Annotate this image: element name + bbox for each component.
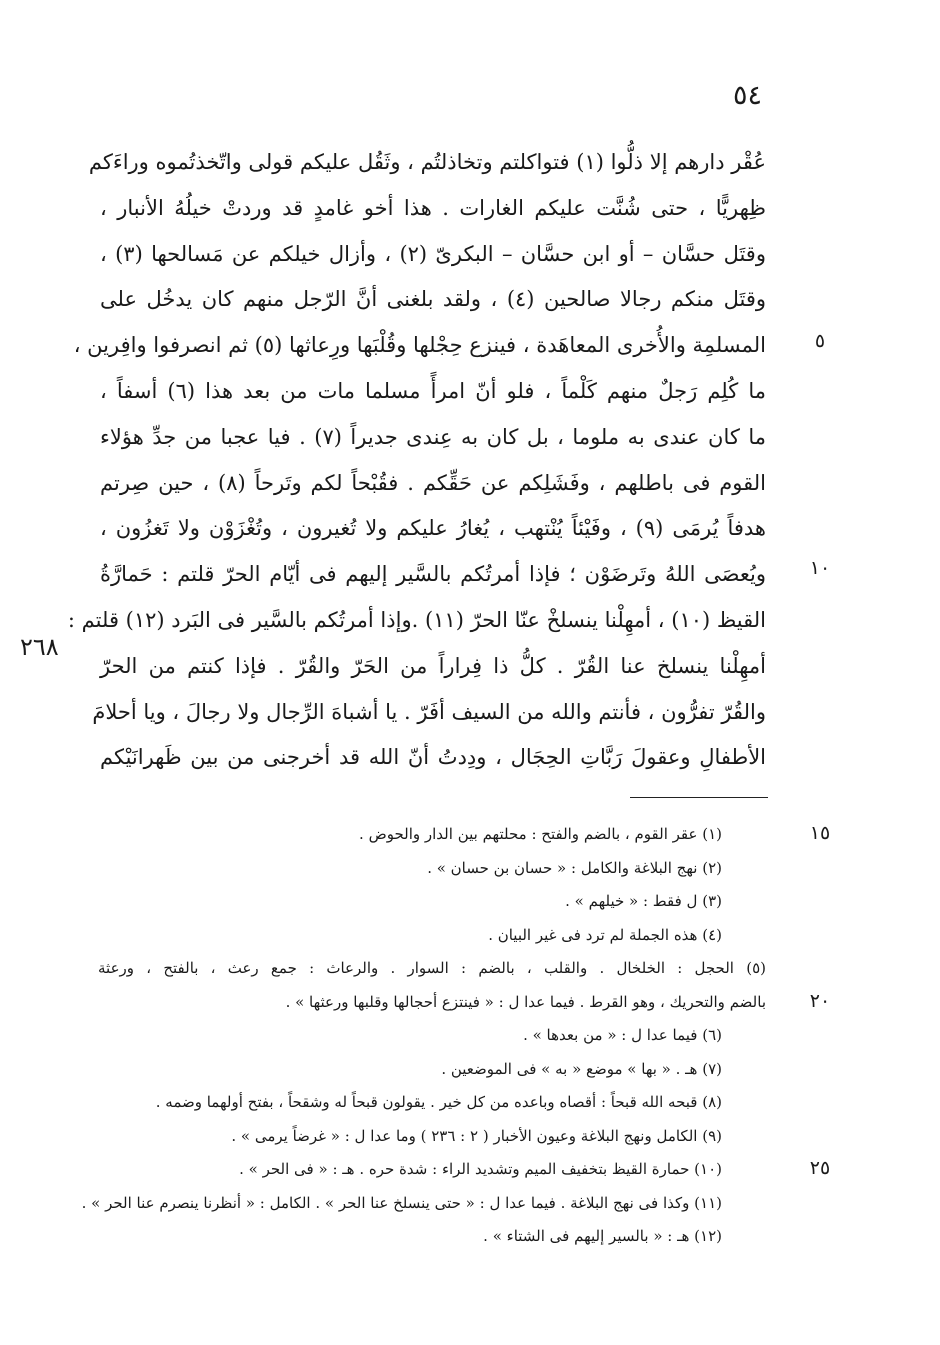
main-line: أمهِلْنا ينسلخ عنا القُرّ . كلُّ ذا فِراراً من الحَرّ والقُرّ . فإذا كنتم من الحرّ: [100, 653, 766, 678]
footnote: (٩) الكامل ونهج البلاغة وعيون الأخبار ( ٢ : ٢٣٦ ) وما عدا ل : « غرضاً يرمى » .: [231, 1126, 722, 1145]
line-number-10: ١٠: [809, 557, 831, 579]
line-number-25: ٢٥: [809, 1157, 831, 1179]
main-line: ما كُلِم رَجلٌ منهم كَلْماً ، فلو أنّ امرأً مسلما مات من بعد هذا (٦) أسفاً ،: [100, 378, 766, 403]
footnote: (٢) نهج البلاغة والكامل : « حسان بن حسان » .: [427, 858, 722, 877]
main-line: القوم فى باطلهم ، وفَشَلِكم عن حَقِّكم . فقُبْحاً لكم وتَرحاً (٨) ، حين صِرتم: [100, 470, 766, 495]
main-line: ظِهريًّا ، حتى شُنَّت عليكم الغارات . هذا أخو غامدٍ قد وردتْ خيلُهُ الأنبار ،: [100, 195, 766, 220]
line-number-5: ٥: [814, 330, 826, 352]
main-line: ما كان عندى به ملوما ، بل كان به عِندى جديراً (٧) . فيا عجبا من جدِّ هؤلاء: [100, 424, 767, 449]
main-line: المسلمِة والأُخرى المعاهَدة ، فينزع حِجْلها وقُلْبَها ورِعاثها (٥) ثم انصرفوا وافِرين ،: [73, 333, 766, 358]
main-line: عُقْر دارهم إلا ذلُّوا (١) فتواكلتم وتخاذلتُم ، وثَقُل عليكم قولى واتّخذتُموه وراءَكم: [88, 150, 766, 174]
main-line: ويُعصَى اللهُ وتَرضَوْن ؛ فإذا أمرتُكم بالسَّير إليهم فى أيّام الحرّ قلتم : حَمارَّةُ: [100, 562, 766, 587]
main-line: الأطفالِ وعقولَ رَبَّاتِ الحِجَال ، ودِدتُ أنّ الله قد أخرجنى من بين ظَهرانَيْكم: [100, 745, 766, 770]
main-line: والقُرّ تفرُّون ، فأنتم والله من السيف أفَرّ . يا أشباهَ الرِّجال ولا رجالَ ، ويا أحلامَ: [92, 699, 766, 724]
page-number: ٥٤: [732, 80, 762, 111]
main-text: [67, 140, 767, 781]
footnote-separator: [630, 797, 768, 798]
footnote: (١) عقر القوم ، بالضم والفتح : محلتهم بين الدار والحوض .: [359, 825, 722, 843]
footnote: (٧) هـ . « بها » موضع « به » فى الموضعين .: [441, 1059, 722, 1078]
main-line: القيظ (١٠) ، أمهِلْنا ينسلخْ عنّا الحرّ (١١) .وإذا أمرتُكم بالسَّير فى البَرد (١٢) قلتم :: [67, 607, 766, 632]
footnote: (١٢) هـ : « بالسير إليهم فى الشتاء » .: [483, 1227, 722, 1245]
footnote: (٣) ل فقط : « خيلهم » .: [565, 892, 722, 910]
main-line: وقتَل حسَّان – أو ابن حسَّان – البكرىّ (٢) ، وأزال خيلكم عن مَسالحها (٣) ،: [100, 241, 766, 266]
footnote: (٦) فيما عدا ل : « من بعدها » .: [523, 1026, 722, 1044]
footnote: (٤) هذه الجملة لم ترد فى غير البيان .: [488, 925, 722, 944]
footnotes: [81, 818, 766, 1254]
footnote-continuation: بالضم والتحريك ، وهو القرط . فيما عدا ل : « فينتزع أحجالها وقلبها ورعثها » .: [285, 992, 766, 1011]
margin-reference: ٢٦٨: [20, 633, 59, 661]
footnote: (٨) قبحه الله قبحاً : أقصاه وباعده من كل خير . يقولون قبحاً له وشقحاً ، بفتح أولهما وضمه .: [155, 1093, 722, 1111]
main-line: هدفاً يُرمَى (٩) ، وفَيْئاً يُنْتهب ، يُغارُ عليكم ولا تُغيرون ، وتُغْزَوْن ولا تَغزُون ،: [100, 516, 767, 541]
main-line: وقتَل منكم رجالا صالحين (٤) ، ولقد بلغنى أنَّ الرّجل منهم كان يدخُل على: [100, 287, 766, 312]
footnote: (١٠) حمارة القيظ بتخفيف الميم وتشديد الراء : شدة حره . هـ : « فى الحر » .: [239, 1160, 722, 1178]
line-number-15: ١٥: [809, 822, 831, 844]
line-number-20: ٢٠: [809, 990, 831, 1012]
footnote: (١١) وكذا فى نهج البلاغة . فيما عدا ل : « حتى ينسلخ عنا الحر » . الكامل : « أنظرنا ينصرم عنا الحر » .: [81, 1193, 722, 1212]
footnote: (٥) الحجل : الخلخال . والقلب ، بالضم : السوار . والرعاث : جمع رعث ، بالفتح ، ورعثة: [98, 959, 766, 977]
